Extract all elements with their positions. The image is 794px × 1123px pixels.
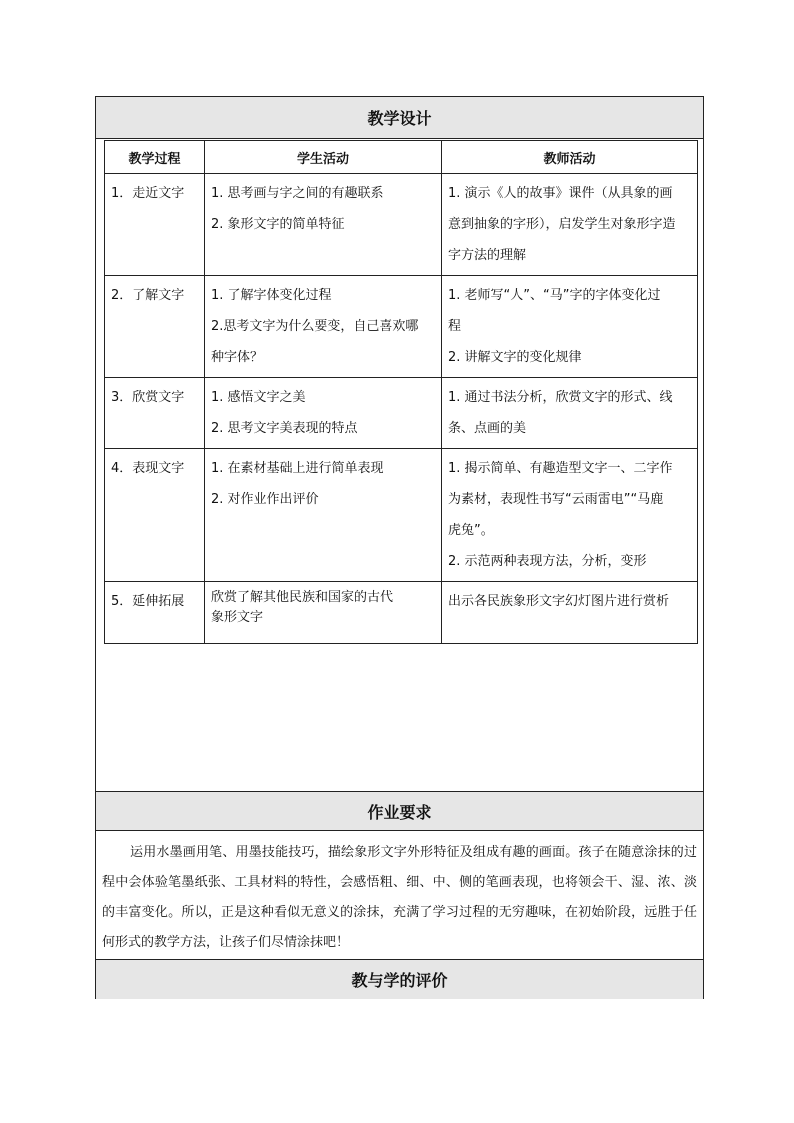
student-activity-line: 欣赏了解其他民族和国家的古代 — [211, 590, 394, 605]
stage-cell: 2．了解文字 — [105, 276, 205, 378]
teacher-activity-cell — [442, 276, 698, 378]
lesson-plan-frame — [95, 96, 704, 999]
student-activity-cell — [205, 174, 442, 276]
section-header-homework — [96, 791, 703, 831]
student-activity-cell — [205, 276, 442, 378]
teacher-activity-cell — [442, 582, 698, 644]
homework-requirements-text: 运用水墨画用笔、用墨技能技巧，描绘象形文字外形特征及组成有趣的画面。孩子在随意涂抹的过程中会体验笔墨纸张、工具材料的特性，会感悟粗、细、中、侧的笔画表现，也将领会干、湿、浓、淡的丰富变化。所以，正是这种看似无意义的涂抹，充满了学习过程的无穷趣味，在初始阶段，远胜于任何形式的教学方法，让孩子们尽情涂抹吧！ — [102, 845, 697, 950]
section-header-evaluation — [96, 959, 703, 999]
student-activity-line: 2.思考文字为什么要变，自己喜欢哪 — [211, 319, 419, 334]
homework-title: 作业要求 — [367, 802, 432, 822]
student-activity-cell — [205, 378, 442, 449]
student-activity-line: 2. 思考文字美表现的特点 — [211, 421, 358, 436]
teacher-activity-cell — [442, 174, 698, 276]
teacher-activity-line: 1. 揭示简单、有趣造型文字一、二字作 — [448, 461, 673, 476]
column-header-student: 学生活动 — [205, 141, 442, 174]
student-activity-line: 1. 在素材基础上进行简单表现 — [211, 461, 384, 476]
student-activity-line: 2. 象形文字的简单特征 — [211, 217, 345, 232]
evaluation-title: 教与学的评价 — [351, 971, 448, 990]
table-row — [105, 582, 698, 644]
student-activity-line: 1. 感悟文字之美 — [211, 390, 306, 405]
teaching-process-table — [104, 140, 698, 644]
column-header-process: 教学过程 — [105, 141, 205, 174]
teacher-activity-line: 出示各民族象形文字幻灯图片进行赏析 — [448, 594, 670, 609]
table-header-row — [105, 141, 698, 174]
student-activity-line: 2. 对作业作出评价 — [211, 492, 319, 507]
student-activity-line: 1. 思考画与字之间的有趣联系 — [211, 186, 384, 201]
stage-cell: 1．走近文字 — [105, 174, 205, 276]
teacher-activity-line: 程 — [448, 319, 462, 334]
teacher-activity-line: 条、点画的美 — [448, 421, 527, 436]
stage-cell: 5．延伸拓展 — [105, 582, 205, 644]
teacher-activity-line: 1. 演示《人的故事》课件（从具象的画 — [448, 186, 673, 201]
table-row — [105, 378, 698, 449]
teacher-activity-cell — [442, 449, 698, 582]
design-title: 教学设计 — [367, 109, 432, 128]
stage-cell: 4．表现文字 — [105, 449, 205, 582]
student-activity-line: 象形文字 — [211, 610, 264, 625]
stage-cell: 3．欣赏文字 — [105, 378, 205, 449]
teacher-activity-line: 字方法的理解 — [448, 248, 527, 263]
section-header-design — [96, 97, 703, 139]
teacher-activity-line: 为素材，表现性书写“云雨雷电”“马鹿 — [448, 492, 664, 507]
table-row — [105, 276, 698, 378]
teacher-activity-cell — [442, 378, 698, 449]
teacher-activity-line: 1. 通过书法分析，欣赏文字的形式、线 — [448, 390, 673, 405]
table-row — [105, 174, 698, 276]
student-activity-line: 1. 了解字体变化过程 — [211, 288, 332, 303]
column-header-teacher: 教师活动 — [442, 141, 698, 174]
teacher-activity-line: 1. 老师写“人”、“马”字的字体变化过 — [448, 288, 661, 303]
teacher-activity-line: 虎兔”。 — [448, 523, 494, 538]
table-row — [105, 449, 698, 582]
teacher-activity-line: 意到抽象的字形），启发学生对象形字造 — [448, 217, 676, 232]
teacher-activity-line: 2. 讲解文字的变化规律 — [448, 350, 582, 365]
student-activity-cell — [205, 449, 442, 582]
student-activity-cell — [205, 582, 442, 644]
teacher-activity-line: 2. 示范两种表现方法，分析，变形 — [448, 554, 647, 569]
student-activity-line: 种字体？ — [211, 350, 264, 365]
